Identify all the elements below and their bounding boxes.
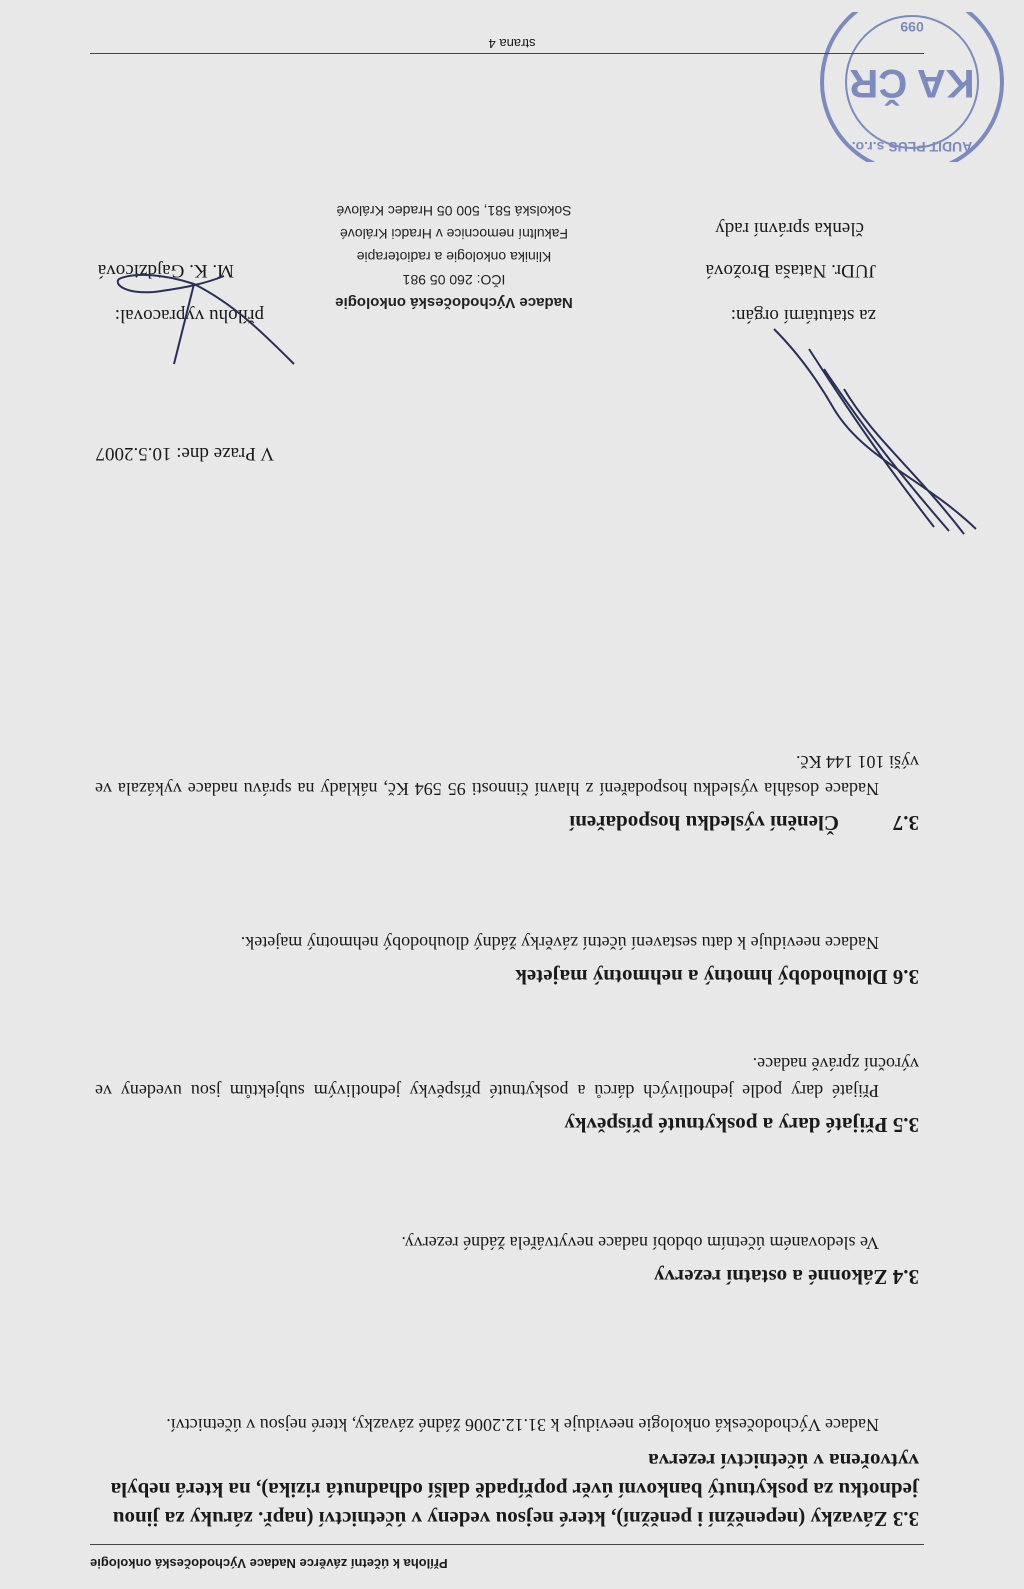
section-number: 3.3 bbox=[892, 1507, 919, 1531]
section-heading bbox=[95, 1446, 919, 1533]
section-text: Nadace Východočeská onkologie neeviduje k 31.12.2006 žádné závazky, které nejsou v účetnictví. bbox=[166, 1415, 879, 1435]
auditor-stamp bbox=[812, 12, 1012, 162]
section-title: Přijaté dary a poskytnuté příspěvky bbox=[564, 1113, 888, 1137]
statutory-label: za statutární orgán: bbox=[730, 305, 876, 326]
stamp-ring: AUDIT PLUS s.r.o. bbox=[851, 139, 973, 155]
section-number: 3.5 bbox=[892, 1113, 919, 1137]
section-title: Dlouhodobý hmotný a nehmotný majetek bbox=[515, 965, 888, 989]
section-3-6 bbox=[95, 929, 919, 991]
date-line: V Praze dne: 10.5.2007 bbox=[95, 443, 274, 464]
section-3-5 bbox=[95, 1050, 919, 1139]
stamp-line: Nadace Východočeská onkologie bbox=[335, 294, 573, 311]
section-number: 3.7 bbox=[892, 811, 919, 835]
section-heading bbox=[95, 1110, 919, 1139]
prepared-by-label: přílohu vypracoval: bbox=[114, 305, 264, 326]
section-text: Nadace neeviduje k datu sestavení účetní závěrky žádný dlouhodobý nehmotný majetek. bbox=[240, 933, 879, 953]
prepared-by-name: M. K. Gajdzicová bbox=[97, 260, 234, 281]
section-number: 3.4 bbox=[892, 1265, 919, 1289]
section-title: Závazky (nepeněžní i peněžní), které nejsou vedeny v účetnictví (např. záruky za jinou jednotku za poskytnutý bankovní úvěr popřípadě další odhadnutá rizika), na která nebyla vytvořena v účetnictví rezerva bbox=[110, 1449, 919, 1531]
signature-prepared-by bbox=[104, 254, 304, 384]
stamp-line: IČO: 260 05 981 bbox=[402, 272, 506, 288]
statutory-name: JUDr. Nataša Brožová bbox=[705, 260, 876, 281]
footer-rule bbox=[90, 53, 924, 54]
section-title: Členění výsledku hospodaření bbox=[569, 811, 839, 835]
section-text: Ve sledovaném účetním období nadace nevytvářela žádné rezervy. bbox=[401, 1233, 879, 1253]
section-number: 3.6 bbox=[892, 965, 919, 989]
section-text: Nadace dosáhla výsledku hospodaření z hlavní činnosti 95 594 Kč, náklady na správu nadace vykázala ve výši 101 144 Kč. bbox=[95, 752, 919, 799]
section-text: Přijaté dary podle jednotlivých dárců a poskytnuté příspěvky jednotlivým subjektům jsou uvedeny ve výroční zprávě nadace. bbox=[95, 1054, 919, 1101]
organization-stamp bbox=[299, 199, 609, 314]
stamp-number: 099 bbox=[900, 19, 924, 35]
section-heading bbox=[95, 1262, 919, 1291]
signature-statutory bbox=[754, 319, 984, 539]
page-header: Příloha k účetní závěrce Nadace Východočeská onkologie bbox=[90, 1556, 448, 1571]
section-title: Zákonné a ostatní rezervy bbox=[653, 1265, 888, 1289]
stamp-line: Sokolská 581, 500 05 Hradec Králové bbox=[336, 203, 572, 219]
section-heading bbox=[95, 962, 919, 991]
page-footer: strana 4 bbox=[488, 36, 536, 51]
stamp-line: Klinika onkologie a radioterapie bbox=[356, 249, 552, 265]
stamp-center: KA ČR bbox=[849, 61, 975, 105]
section-3-7 bbox=[95, 748, 919, 837]
section-3-4 bbox=[95, 1229, 919, 1291]
section-3-3 bbox=[95, 1411, 919, 1533]
statutory-role: členka správní rady bbox=[715, 218, 864, 239]
header-rule bbox=[90, 1544, 924, 1545]
section-heading bbox=[95, 808, 919, 837]
stamp-line: Fakultní nemocnice v Hradci Králové bbox=[340, 226, 568, 242]
